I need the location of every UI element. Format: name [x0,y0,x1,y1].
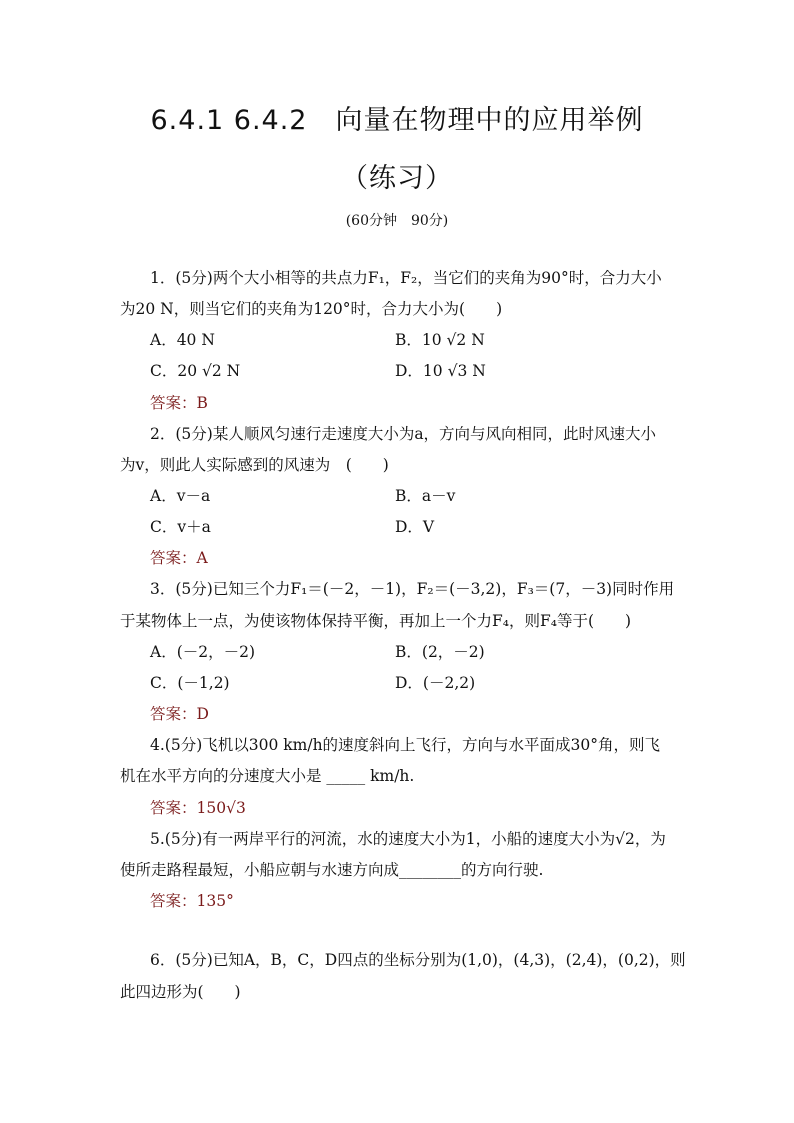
q1-option-a: A．40 N [150,331,215,349]
q2-option-a: A．v－a [150,487,211,505]
q3-line-1: 3．(5分)已知三个力F₁＝(－2，－1)，F₂＝(－3,2)，F₃＝(7，－3)同时作用 [150,580,675,598]
q4-answer: 答案：150√3 [150,799,246,817]
q2-answer: 答案：A [150,549,208,567]
q3-answer: 答案：D [150,705,209,723]
q2-line-1: 2．(5分)某人顺风匀速行走速度大小为a，方向与风向相同，此时风速大小 [150,425,657,443]
q4-line-1: 4.(5分)飞机以300 km/h的速度斜向上飞行，方向与水平面成30°角，则飞 [150,736,661,754]
q6-line-1: 6．(5分)已知A，B，C，D四点的坐标分别为(1,0)，(4,3)，(2,4)，(0,2)，则 [150,951,686,969]
q3-option-b: B．(2，－2) [395,643,485,661]
q2-option-d: D．V [395,518,435,536]
q1-option-d: D．10 √3 N [395,362,486,380]
q3-line-2: 于某物体上一点，为使该物体保持平衡，再加上一个力F₄，则F₄等于( ) [120,612,632,630]
q1-option-c: C．20 √2 N [150,362,241,380]
q2-option-c: C．v＋a [150,518,211,536]
q6-line-2: 此四边形为( ) [120,983,241,1001]
q1-line-1: 1．(5分)两个大小相等的共点力F₁，F₂，当它们的夹角为90°时，合力大小 [150,269,662,287]
q5-line-1: 5.(5分)有一两岸平行的河流，水的速度大小为1，小船的速度大小为√2，为 [150,830,666,848]
q2-option-b: B．a－v [395,487,456,505]
q5-answer: 答案：135° [150,892,234,910]
q1-line-2: 为20 N，则当它们的夹角为120°时，合力大小为( ) [120,300,503,318]
q5-line-2: 使所走路程最短，小船应朝与水速方向成________的方向行驶. [120,861,544,879]
q3-option-c: C．(－1,2) [150,674,230,692]
title-line-2: （练习） [341,163,453,194]
q4-line-2: 机在水平方向的分速度大小是 _____ km/h. [120,767,415,785]
q3-option-d: D．(－2,2) [395,674,476,692]
time-score-subtitle: (60分钟 90分) [345,213,449,229]
q1-answer: 答案：B [150,394,208,412]
q3-option-a: A．(－2，－2) [150,643,256,661]
q2-line-2: 为v，则此人实际感到的风速为 ( ) [120,456,389,474]
q1-option-b: B．10 √2 N [395,331,485,349]
title-line-1: 6.4.1 6.4.2 向量在物理中的应用举例 [150,105,644,136]
